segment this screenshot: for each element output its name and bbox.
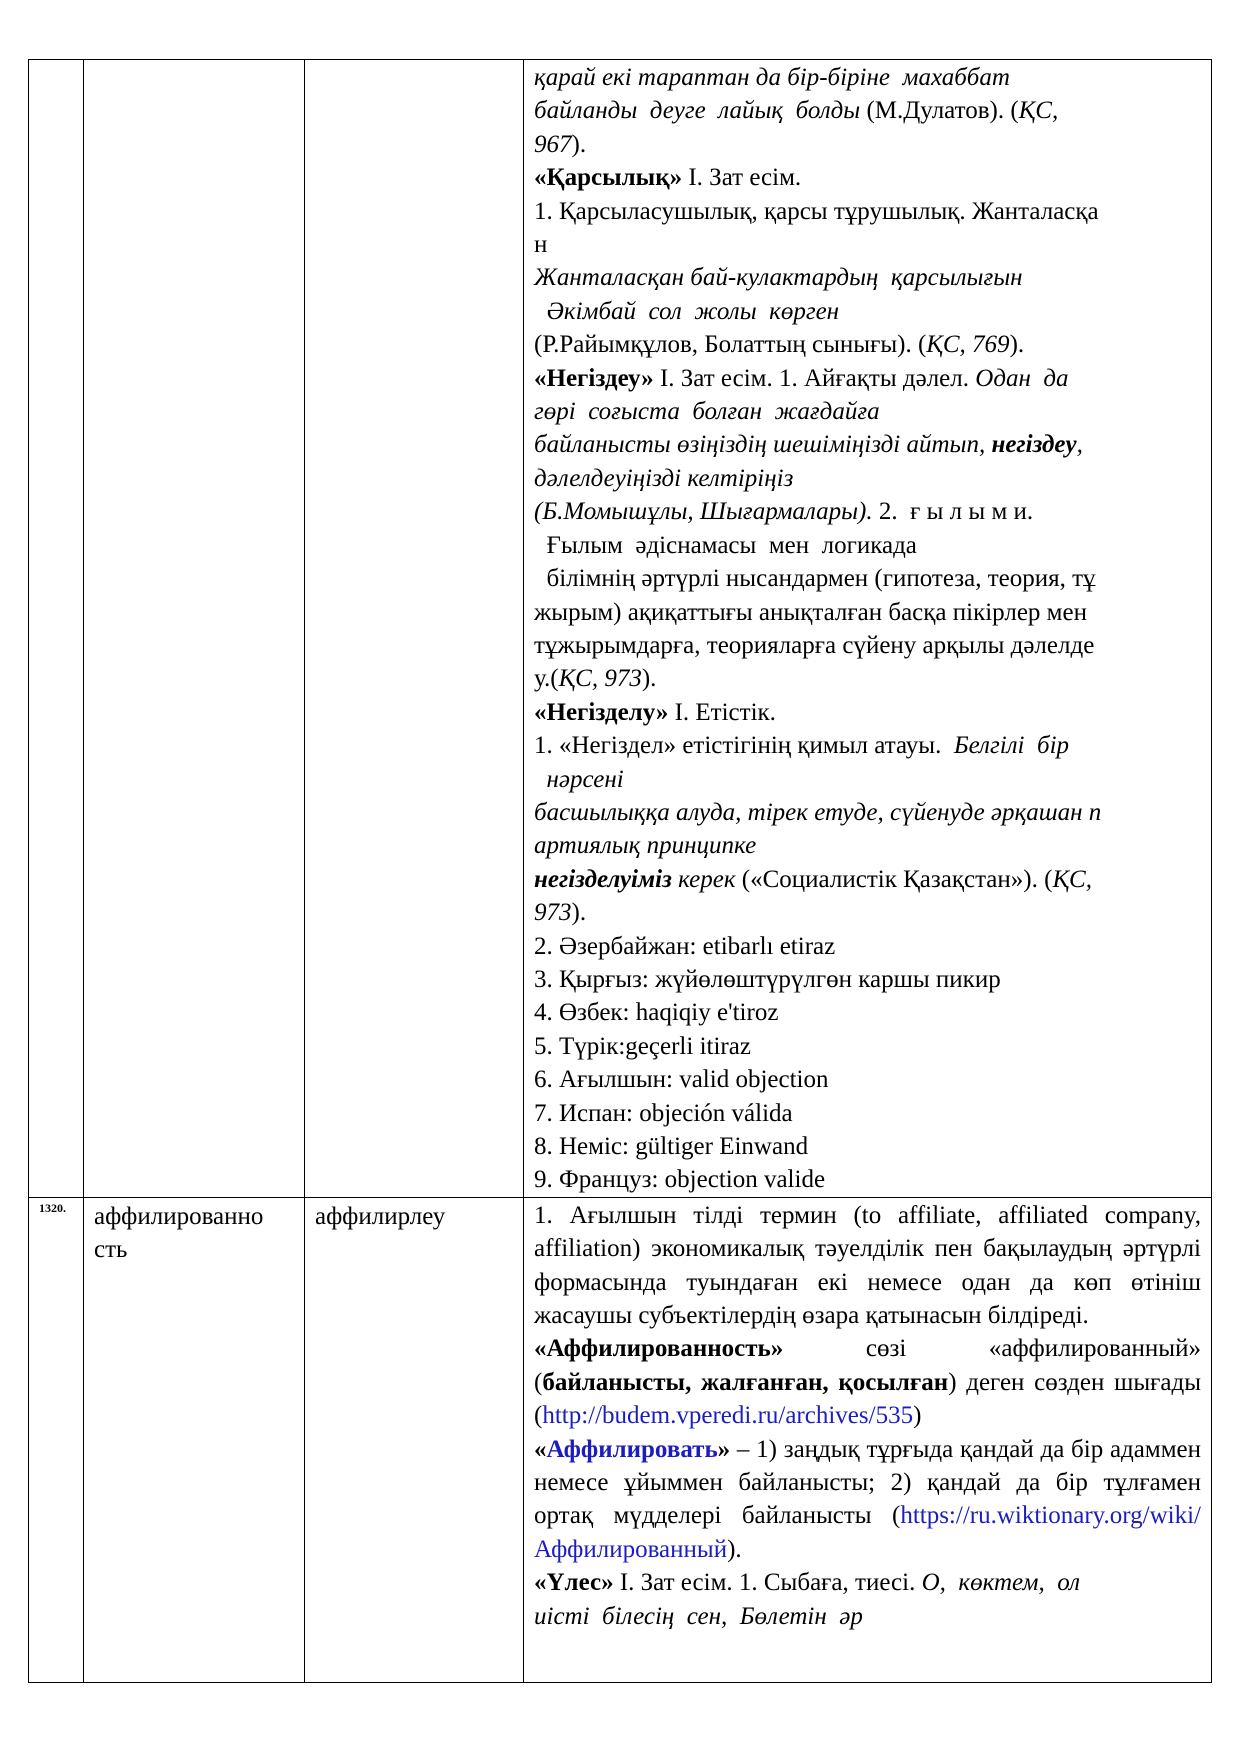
text-run: жырым) ақиқаттығы анықталған басқа пікірлер мен xyxy=(534,598,1087,626)
definition-line xyxy=(534,963,1201,996)
headword: «Негіздеу» xyxy=(534,364,654,392)
text-run: 9. Француз: objection valide xyxy=(534,1166,826,1194)
text-run: Одан да xyxy=(975,364,1069,392)
definition-cell xyxy=(524,1197,1212,1682)
text-run: ). xyxy=(571,130,587,158)
definition-line xyxy=(534,1163,1201,1196)
term-kazakh xyxy=(305,60,524,1198)
headword: Аффилировать xyxy=(546,1435,718,1463)
definition-line xyxy=(534,896,1201,929)
text-run: басшылыққа алуда, тірек етуде, сүйенуде әрқашан п xyxy=(534,798,1102,826)
text-run: керек xyxy=(671,865,736,893)
headword: байланысты, жалғанған, қосылған xyxy=(542,1368,949,1396)
text-run: ҚС, xyxy=(1018,97,1059,125)
text-run: (Б.Момышұлы, Шығармалары). xyxy=(534,498,873,526)
definition-line xyxy=(534,261,1201,294)
definition-paragraph xyxy=(534,1433,1201,1567)
text-run: 1. Ағылшын тілді термин (to affiliate, affiliated company, affiliation) экономикалық тәуелділік пен бақылаудың әртүрлі формасында туындаған екі немесе одан да көп өтініш жасаушы субъектілердің өзара қатынасын білдіреді. xyxy=(534,1201,1201,1330)
headword: негіздеу xyxy=(991,431,1077,459)
text-run: 967 xyxy=(534,130,572,158)
text-run: тұжырымдарға, теорияларға сүйену арқылы дәлелде xyxy=(534,631,1095,659)
definition-line xyxy=(534,328,1201,361)
text-run: 973 xyxy=(534,899,572,927)
definition-line xyxy=(534,996,1201,1029)
definition-line xyxy=(534,195,1201,228)
definition-paragraph xyxy=(534,1199,1201,1333)
headword: негізделуіміз xyxy=(534,865,672,893)
definition-paragraph xyxy=(534,1332,1201,1432)
text-run: ). xyxy=(641,665,657,693)
headword: «Аффилированность» xyxy=(534,1335,784,1363)
definition-paragraph xyxy=(534,1600,1201,1633)
text-run: 2. ғ ы л ы м и. xyxy=(872,498,1034,526)
text-run: ҚС, 769 xyxy=(926,331,1010,359)
text-run: ). xyxy=(727,1535,742,1563)
headword: «Қарсылық» xyxy=(534,164,683,192)
text-run: н xyxy=(534,231,548,259)
entry-number xyxy=(29,60,84,1198)
text-run: иісті білесің сен, Бөлетін әр xyxy=(534,1602,863,1630)
text-run: у.( xyxy=(534,665,559,693)
text-run: I. Зат есім. 1. Айғақты дәлел. xyxy=(653,364,976,392)
text-run: 4. Өзбек: haqiqiy e'tiroz xyxy=(534,999,779,1027)
definition-line xyxy=(534,662,1201,695)
term-russian: аффилированно сть xyxy=(84,1197,305,1682)
text-run: 2. Әзербайжан: etibarlı etiraz xyxy=(534,932,836,960)
text-run: 5. Түрік:geçerli itiraz xyxy=(534,1032,751,1060)
definition-line xyxy=(534,61,1201,94)
definition-line xyxy=(534,1063,1201,1096)
definition-line xyxy=(534,1097,1201,1130)
reference-link[interactable]: https://ru.wiktionary.org/wiki/Аффилированный xyxy=(534,1502,1201,1563)
definition-line xyxy=(534,1130,1201,1163)
text-run: Белгілі бір xyxy=(953,732,1070,760)
text-run: ҚС, xyxy=(1052,865,1092,893)
text-run: I. Зат есім. xyxy=(682,164,802,192)
definition-text xyxy=(534,1199,1201,1633)
table-row xyxy=(29,1197,1212,1682)
definition-line xyxy=(534,362,1201,395)
definition-line xyxy=(534,796,1201,829)
text-run: I. Зат есім. 1. Сыбаға, тиесі. xyxy=(613,1569,922,1597)
text-run: ҚС, 973 xyxy=(558,665,642,693)
definition-line xyxy=(534,763,1201,796)
text-run: 1. Қарсыласушылық, қарсы тұрушылық. Жанталасқа xyxy=(534,197,1099,225)
dictionary-table xyxy=(28,59,1212,1683)
definition-line xyxy=(534,228,1201,261)
text-run: О, көктем, ол xyxy=(921,1569,1080,1597)
text-run: артиялық принципке xyxy=(534,832,757,860)
text-run: байланды деуге лайық болды xyxy=(534,97,861,125)
text-run: – 1) заңдық тұрғыда қандай да бір адаммен немесе ұйыммен байланысты; 2) қандай да бір тұлғамен ортақ мүдделері байланысты ( xyxy=(534,1435,1201,1530)
definition-line xyxy=(534,930,1201,963)
text-run: 6. Ағылшын: valid objection xyxy=(534,1066,829,1094)
definition-line xyxy=(534,529,1201,562)
text-run: («Социалистік Қазақстан»). ( xyxy=(735,865,1053,893)
text-run: 7. Испан: objeción válida xyxy=(534,1099,793,1127)
text-run: гөрі соғыста болған жағдайға xyxy=(534,398,880,426)
headword: «Үлес» xyxy=(534,1569,614,1597)
definition-text xyxy=(534,61,1201,1197)
text-run: I. Етістік. xyxy=(668,698,776,726)
definition-line xyxy=(534,696,1201,729)
text-run: , xyxy=(1076,431,1083,459)
headword: « xyxy=(534,1435,547,1463)
definition-line xyxy=(534,829,1201,862)
text-run: (М.Дулатов). ( xyxy=(860,97,1019,125)
text-run: (Р.Райымқұлов, Болаттың сынығы). ( xyxy=(534,331,927,359)
text-run: ) xyxy=(913,1402,922,1430)
text-run: қарай екі тараптан да бір-біріне махаббат xyxy=(534,64,1010,91)
text-run: нәрсені xyxy=(534,765,624,793)
term-russian xyxy=(84,60,305,1198)
definition-cell xyxy=(524,60,1212,1198)
definition-line xyxy=(534,495,1201,528)
text-run: ) деген сөзден шығады ( xyxy=(534,1368,1201,1430)
text-run: байланысты өзіңіздің шешіміңізді айтып, xyxy=(534,431,992,459)
text-run: сөзі «аффилированный» ( xyxy=(534,1335,1201,1396)
text-run: Жанталасқан бай-кулактардың қарсылығын xyxy=(534,264,1023,292)
definition-line xyxy=(534,128,1201,161)
definition-line xyxy=(534,629,1201,662)
text-run: ). xyxy=(571,899,587,927)
text-run: 3. Қырғыз: жүйөлөштүрүлгөн каршы пикир xyxy=(534,965,1001,993)
headword: » xyxy=(717,1435,731,1463)
definition-line xyxy=(534,94,1201,127)
reference-link[interactable]: http://budem.vperedi.ru/archives/535 xyxy=(542,1402,914,1430)
headword: «Негізделу» xyxy=(534,698,669,726)
table-row xyxy=(29,60,1212,1198)
definition-line xyxy=(534,863,1201,896)
text-run: 8. Неміс: gültiger Einwand xyxy=(534,1133,809,1160)
definition-paragraph xyxy=(534,1566,1201,1599)
text-run: Әкімбай сол жолы көрген xyxy=(534,297,840,325)
definition-line xyxy=(534,562,1201,595)
text-run: ). xyxy=(1009,331,1025,359)
definition-line xyxy=(534,428,1201,461)
text-run: Ғылым әдіснамасы мен логикада xyxy=(534,531,917,559)
term-kazakh: аффилирлеу xyxy=(305,1197,524,1682)
definition-line xyxy=(534,295,1201,328)
definition-line xyxy=(534,729,1201,762)
definition-line xyxy=(534,395,1201,428)
definition-line xyxy=(534,1030,1201,1063)
text-run: 1. «Негіздел» етістігінің қимыл атауы. xyxy=(534,732,954,760)
definition-line xyxy=(534,161,1201,194)
text-run: дәлелдеуіңізді келтіріңіз xyxy=(534,464,794,492)
definition-line xyxy=(534,596,1201,629)
text-run: білімнің әртүрлі нысандармен (гипотеза, теория, тұ xyxy=(534,565,1096,593)
definition-line xyxy=(534,462,1201,495)
entry-number: 1320. xyxy=(29,1197,84,1682)
